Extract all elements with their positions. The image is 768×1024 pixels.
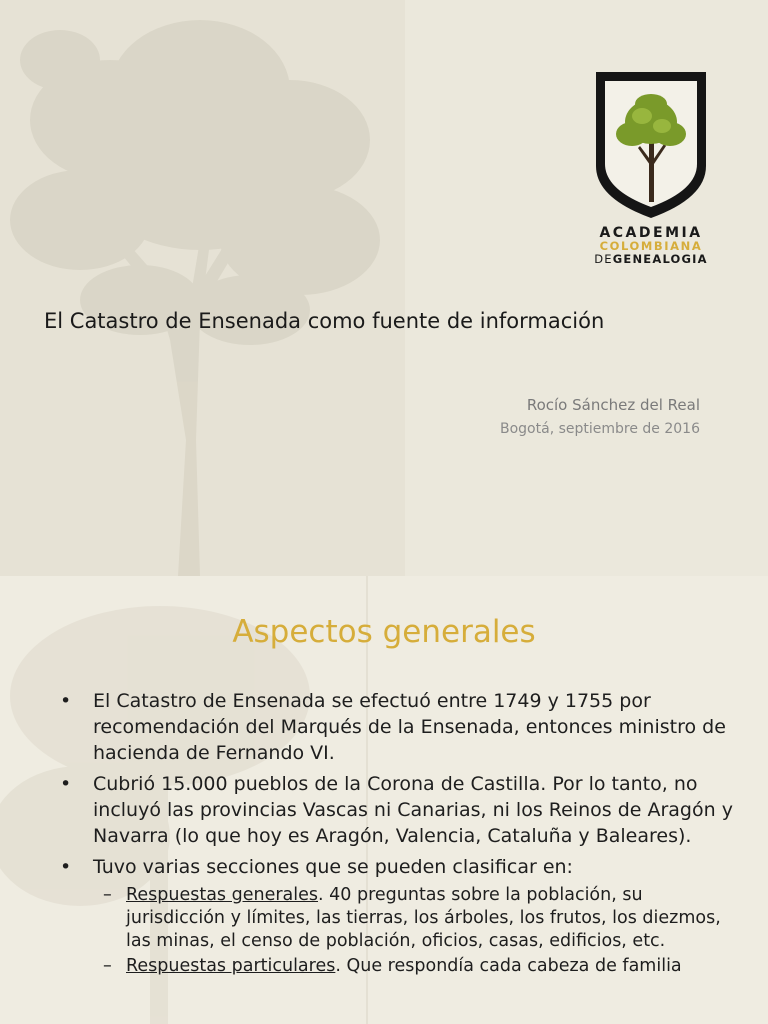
tree-watermark-icon xyxy=(0,0,405,576)
logo-de: DE xyxy=(594,251,613,266)
logo-genealogia-word: GENEALOGIA xyxy=(612,251,708,266)
background-tree-panel xyxy=(0,0,405,576)
logo-line-colombiana: COLOMBIANA xyxy=(599,239,703,253)
content-slide xyxy=(0,576,768,1024)
author-name: Rocío Sánchez del Real xyxy=(526,396,700,414)
logo-line-genealogia xyxy=(592,251,710,266)
bullet-item xyxy=(58,854,734,978)
sub-bullet-text: . 40 preguntas sobre la población, su jurisdicción y límites, las tierras, los árboles, los frutos, los diezmos, las minas, el censo de población, oficios, casas, edificios, etc. xyxy=(126,885,721,951)
sub-bullet-item xyxy=(93,955,734,978)
place-date: Bogotá, septiembre de 2016 xyxy=(500,421,700,437)
sub-bullet-term: Respuestas particulares xyxy=(126,956,336,976)
sub-bullet-list xyxy=(93,884,734,978)
logo-line-academia: ACADEMIA xyxy=(599,225,703,241)
bullet-list xyxy=(58,688,734,983)
academy-logo xyxy=(592,70,710,265)
bullet-item: • El Catastro de Ensenada se efectuó entre 1749 y 1755 por recomendación del Marqués de la Ensenada, entonces ministro de hacienda de Fernando VI. xyxy=(58,688,734,766)
sub-bullet-term: Respuestas generales xyxy=(126,885,319,905)
sub-bullet-item xyxy=(93,884,734,953)
presentation-title: El Catastro de Ensenada como fuente de información xyxy=(44,309,605,333)
shield-tree-icon xyxy=(592,70,710,220)
bullet-text: Tuvo varias secciones que se pueden clasificar en: xyxy=(93,856,573,878)
bullet-item: • Cubrió 15.000 pueblos de la Corona de Castilla. Por lo tanto, no incluyó las provincias Vascas ni Canarias, ni los Reinos de Aragón y Navarra (lo que hoy es Aragón, Valencia, Cataluña y Baleares). xyxy=(58,771,734,849)
sub-bullet-text: . Que respondía cada cabeza de familia xyxy=(335,956,682,976)
section-title: Aspectos generales xyxy=(232,614,536,650)
